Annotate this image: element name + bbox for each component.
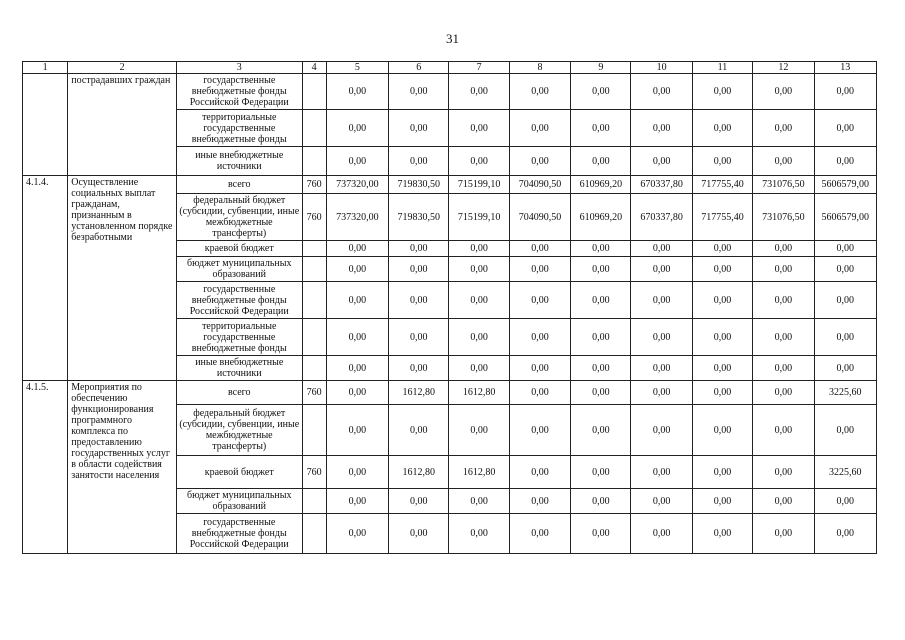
value-cell: 719830,50 xyxy=(389,194,449,241)
value-cell: 0,00 xyxy=(571,514,631,554)
funding-source: территориальные государственные внебюджетные фонды xyxy=(176,110,302,147)
funding-source: краевой бюджет xyxy=(176,241,302,257)
value-cell: 0,00 xyxy=(389,110,449,147)
value-cell: 0,00 xyxy=(753,282,814,319)
item-name: Мероприятия по обеспечению функционирования программного комплекса по предоставлению государственных услуг в области содействия занятости населения xyxy=(68,381,177,554)
grbs-code xyxy=(302,514,326,554)
value-cell: 0,00 xyxy=(326,381,388,405)
header-cell-12: 12 xyxy=(753,62,814,74)
value-cell: 0,00 xyxy=(571,456,631,489)
value-cell: 0,00 xyxy=(326,405,388,456)
value-cell: 0,00 xyxy=(753,319,814,356)
value-cell: 0,00 xyxy=(692,319,752,356)
value-cell: 3225,60 xyxy=(814,456,876,489)
value-cell: 0,00 xyxy=(449,147,509,176)
value-cell: 0,00 xyxy=(631,257,692,282)
grbs-code: 760 xyxy=(302,176,326,194)
value-cell: 0,00 xyxy=(571,110,631,147)
table-row xyxy=(23,381,877,405)
funding-source: государственные внебюджетные фонды Российской Федерации xyxy=(176,514,302,554)
value-cell: 0,00 xyxy=(509,405,570,456)
header-cell-3: 3 xyxy=(176,62,302,74)
value-cell: 0,00 xyxy=(326,110,388,147)
value-cell: 0,00 xyxy=(692,405,752,456)
grbs-code xyxy=(302,147,326,176)
value-cell: 0,00 xyxy=(326,241,388,257)
funding-source: территориальные государственные внебюджетные фонды xyxy=(176,319,302,356)
grbs-code xyxy=(302,257,326,282)
grbs-code xyxy=(302,241,326,257)
value-cell: 0,00 xyxy=(692,241,752,257)
value-cell: 731076,50 xyxy=(753,194,814,241)
value-cell: 0,00 xyxy=(449,319,509,356)
grbs-code xyxy=(302,282,326,319)
header-cell-7: 7 xyxy=(449,62,509,74)
funding-source: бюджет муниципальных образований xyxy=(176,257,302,282)
value-cell: 0,00 xyxy=(571,356,631,381)
value-cell: 610969,20 xyxy=(571,176,631,194)
value-cell: 0,00 xyxy=(509,147,570,176)
value-cell: 0,00 xyxy=(631,405,692,456)
value-cell: 0,00 xyxy=(753,147,814,176)
value-cell: 0,00 xyxy=(753,257,814,282)
value-cell: 0,00 xyxy=(814,110,876,147)
page-number: 31 xyxy=(446,31,459,46)
value-cell: 0,00 xyxy=(571,381,631,405)
header-cell-1: 1 xyxy=(23,62,68,74)
funding-source: бюджет муниципальных образований xyxy=(176,489,302,514)
value-cell: 0,00 xyxy=(389,514,449,554)
funding-source: всего xyxy=(176,381,302,405)
value-cell: 0,00 xyxy=(509,241,570,257)
value-cell: 0,00 xyxy=(509,110,570,147)
value-cell: 0,00 xyxy=(692,74,752,110)
value-cell: 0,00 xyxy=(631,110,692,147)
value-cell: 0,00 xyxy=(389,74,449,110)
value-cell: 0,00 xyxy=(692,257,752,282)
grbs-code xyxy=(302,74,326,110)
item-name: пострадавших граждан xyxy=(68,74,177,176)
header-cell-8: 8 xyxy=(509,62,570,74)
value-cell: 0,00 xyxy=(631,456,692,489)
funding-source: всего xyxy=(176,176,302,194)
value-cell: 0,00 xyxy=(753,110,814,147)
value-cell: 0,00 xyxy=(631,319,692,356)
grbs-code: 760 xyxy=(302,381,326,405)
value-cell: 715199,10 xyxy=(449,176,509,194)
value-cell: 0,00 xyxy=(814,241,876,257)
value-cell: 0,00 xyxy=(631,147,692,176)
value-cell: 0,00 xyxy=(509,282,570,319)
value-cell: 0,00 xyxy=(326,257,388,282)
value-cell: 0,00 xyxy=(389,241,449,257)
value-cell: 0,00 xyxy=(814,74,876,110)
value-cell: 0,00 xyxy=(326,489,388,514)
funding-source: федеральный бюджет (субсидии, субвенции, иные межбюджетные трансферты) xyxy=(176,405,302,456)
value-cell: 0,00 xyxy=(631,489,692,514)
value-cell: 0,00 xyxy=(753,74,814,110)
value-cell: 0,00 xyxy=(631,356,692,381)
value-cell: 0,00 xyxy=(449,282,509,319)
header-cell-11: 11 xyxy=(692,62,752,74)
value-cell: 0,00 xyxy=(509,514,570,554)
value-cell: 0,00 xyxy=(631,514,692,554)
value-cell: 0,00 xyxy=(571,147,631,176)
value-cell: 670337,80 xyxy=(631,194,692,241)
value-cell: 670337,80 xyxy=(631,176,692,194)
value-cell: 0,00 xyxy=(631,74,692,110)
value-cell: 0,00 xyxy=(571,74,631,110)
value-cell: 0,00 xyxy=(326,514,388,554)
value-cell: 0,00 xyxy=(449,257,509,282)
value-cell: 0,00 xyxy=(571,489,631,514)
value-cell: 0,00 xyxy=(631,282,692,319)
value-cell: 0,00 xyxy=(814,356,876,381)
value-cell: 719830,50 xyxy=(389,176,449,194)
value-cell: 0,00 xyxy=(389,489,449,514)
grbs-code xyxy=(302,489,326,514)
value-cell: 0,00 xyxy=(509,257,570,282)
value-cell: 717755,40 xyxy=(692,176,752,194)
value-cell: 0,00 xyxy=(509,381,570,405)
value-cell: 0,00 xyxy=(571,282,631,319)
value-cell: 0,00 xyxy=(509,356,570,381)
value-cell: 0,00 xyxy=(631,381,692,405)
grbs-code xyxy=(302,405,326,456)
value-cell: 0,00 xyxy=(692,282,752,319)
value-cell: 0,00 xyxy=(326,356,388,381)
header-cell-2: 2 xyxy=(68,62,177,74)
value-cell: 0,00 xyxy=(753,456,814,489)
value-cell: 0,00 xyxy=(753,356,814,381)
header-cell-6: 6 xyxy=(389,62,449,74)
header-cell-4: 4 xyxy=(302,62,326,74)
value-cell: 0,00 xyxy=(692,456,752,489)
budget-table xyxy=(22,61,877,554)
item-number: 4.1.5. xyxy=(23,381,68,554)
value-cell: 0,00 xyxy=(509,489,570,514)
value-cell: 1612,80 xyxy=(389,456,449,489)
value-cell: 0,00 xyxy=(389,147,449,176)
funding-source: государственные внебюджетные фонды Российской Федерации xyxy=(176,282,302,319)
value-cell: 0,00 xyxy=(753,381,814,405)
value-cell: 0,00 xyxy=(692,489,752,514)
grbs-code xyxy=(302,110,326,147)
item-name: Осуществление социальных выплат гражданам, признанным в установленном порядке безработными xyxy=(68,176,177,381)
value-cell: 3225,60 xyxy=(814,381,876,405)
value-cell: 0,00 xyxy=(389,257,449,282)
value-cell: 0,00 xyxy=(571,257,631,282)
value-cell: 1612,80 xyxy=(389,381,449,405)
table-row xyxy=(23,176,877,194)
value-cell: 1612,80 xyxy=(449,381,509,405)
value-cell: 0,00 xyxy=(389,356,449,381)
grbs-code: 760 xyxy=(302,194,326,241)
funding-source: государственные внебюджетные фонды Российской Федерации xyxy=(176,74,302,110)
value-cell: 0,00 xyxy=(509,74,570,110)
value-cell: 0,00 xyxy=(814,405,876,456)
header-row xyxy=(23,62,877,74)
value-cell: 0,00 xyxy=(814,319,876,356)
value-cell: 0,00 xyxy=(753,241,814,257)
grbs-code xyxy=(302,319,326,356)
funding-source: иные внебюджетные источники xyxy=(176,147,302,176)
value-cell: 0,00 xyxy=(631,241,692,257)
value-cell: 0,00 xyxy=(449,489,509,514)
value-cell: 0,00 xyxy=(571,241,631,257)
value-cell: 0,00 xyxy=(449,110,509,147)
header-cell-10: 10 xyxy=(631,62,692,74)
value-cell: 0,00 xyxy=(692,110,752,147)
funding-source: федеральный бюджет (субсидии, субвенции, иные межбюджетные трансферты) xyxy=(176,194,302,241)
value-cell: 0,00 xyxy=(692,381,752,405)
value-cell: 0,00 xyxy=(449,241,509,257)
value-cell: 5606579,00 xyxy=(814,194,876,241)
value-cell: 0,00 xyxy=(389,282,449,319)
item-number: 4.1.4. xyxy=(23,176,68,381)
value-cell: 737320,00 xyxy=(326,176,388,194)
value-cell: 0,00 xyxy=(692,356,752,381)
value-cell: 0,00 xyxy=(814,282,876,319)
value-cell: 0,00 xyxy=(326,74,388,110)
value-cell: 715199,10 xyxy=(449,194,509,241)
value-cell: 0,00 xyxy=(509,456,570,489)
value-cell: 0,00 xyxy=(449,74,509,110)
value-cell: 0,00 xyxy=(449,405,509,456)
value-cell: 731076,50 xyxy=(753,176,814,194)
value-cell: 0,00 xyxy=(449,356,509,381)
value-cell: 0,00 xyxy=(753,489,814,514)
value-cell: 0,00 xyxy=(814,514,876,554)
value-cell: 0,00 xyxy=(326,282,388,319)
table-row xyxy=(23,74,877,110)
value-cell: 0,00 xyxy=(753,514,814,554)
value-cell: 737320,00 xyxy=(326,194,388,241)
value-cell: 0,00 xyxy=(389,405,449,456)
item-number xyxy=(23,74,68,176)
value-cell: 0,00 xyxy=(692,147,752,176)
value-cell: 0,00 xyxy=(326,147,388,176)
value-cell: 0,00 xyxy=(449,514,509,554)
value-cell: 0,00 xyxy=(571,319,631,356)
value-cell: 704090,50 xyxy=(509,194,570,241)
header-cell-13: 13 xyxy=(814,62,876,74)
value-cell: 0,00 xyxy=(389,319,449,356)
value-cell: 1612,80 xyxy=(449,456,509,489)
grbs-code: 760 xyxy=(302,456,326,489)
value-cell: 0,00 xyxy=(571,405,631,456)
value-cell: 704090,50 xyxy=(509,176,570,194)
funding-source: краевой бюджет xyxy=(176,456,302,489)
value-cell: 0,00 xyxy=(692,514,752,554)
value-cell: 0,00 xyxy=(509,319,570,356)
value-cell: 0,00 xyxy=(326,319,388,356)
value-cell: 0,00 xyxy=(326,456,388,489)
value-cell: 5606579,00 xyxy=(814,176,876,194)
value-cell: 0,00 xyxy=(814,489,876,514)
value-cell: 0,00 xyxy=(814,257,876,282)
value-cell: 717755,40 xyxy=(692,194,752,241)
header-cell-5: 5 xyxy=(326,62,388,74)
funding-source: иные внебюджетные источники xyxy=(176,356,302,381)
value-cell: 0,00 xyxy=(814,147,876,176)
grbs-code xyxy=(302,356,326,381)
value-cell: 0,00 xyxy=(753,405,814,456)
value-cell: 610969,20 xyxy=(571,194,631,241)
header-cell-9: 9 xyxy=(571,62,631,74)
